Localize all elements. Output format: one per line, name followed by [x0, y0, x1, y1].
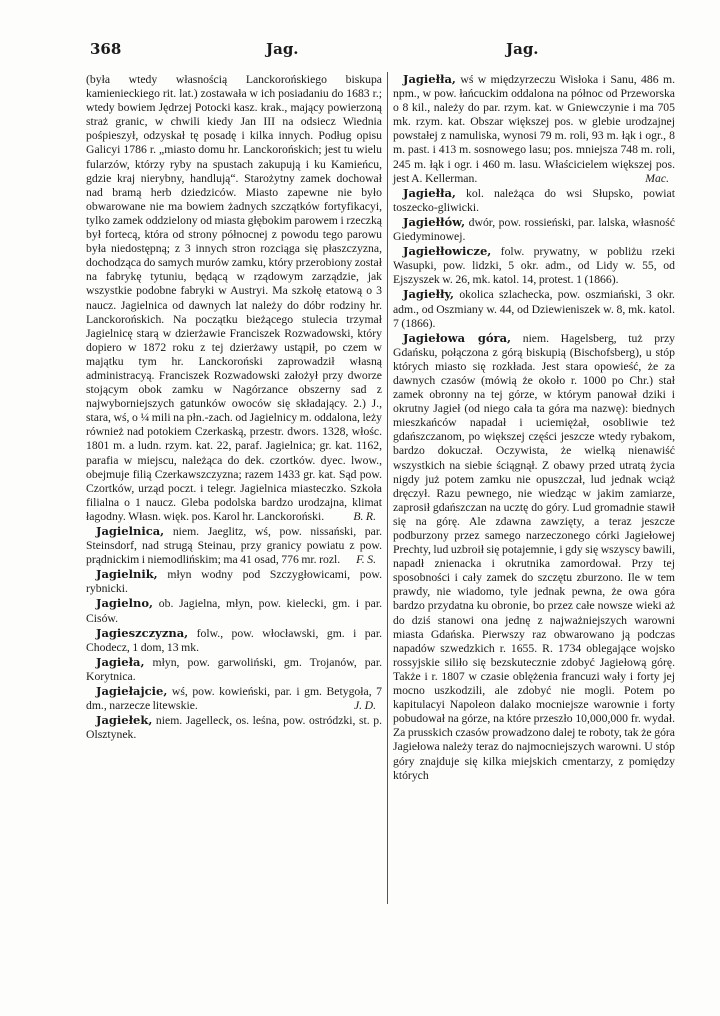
entry-continuation: [86, 72, 382, 524]
entry-jagieszczyzna: [86, 626, 382, 655]
entry-jagiela: [86, 655, 382, 684]
entry-headword: Jagiełły,: [403, 287, 455, 302]
entry-text: niem. Jaeglitz, wś, pow. nissański, par. Steinsdorf, nad strugą Steinau, przy granicy powiatu z pow. prądnickim i niemodlińskim; ma 41 osad, 776 mr. rozl.: [86, 525, 382, 567]
entry-signature: F. S.: [356, 553, 376, 567]
entry-headword: Jagieszczyzna,: [96, 625, 189, 640]
entry-signature: J. D.: [354, 699, 376, 713]
entry-jagielno: [86, 596, 382, 625]
entry-signature: B. R.: [353, 509, 376, 523]
entry-jagiellow: [393, 215, 675, 244]
left-column: [86, 72, 382, 742]
page-header: [88, 40, 668, 64]
running-head-left: Jag.: [266, 40, 299, 58]
running-head-right: Jag.: [506, 40, 539, 58]
entry-headword: Jagielno,: [96, 596, 154, 611]
entry-headword: Jagielnik,: [96, 567, 158, 582]
entry-jagielowa-gora: [393, 331, 675, 783]
entry-jagielnica-2: [86, 524, 382, 567]
entry-headword: Jagiełłów,: [403, 214, 466, 229]
entry-headword: Jagiełła,: [403, 185, 456, 200]
entry-jagielnik: [86, 567, 382, 596]
entry-text: wś, pow. kowieński, par. i gm. Betygoła, 7 dm., narzecze litewskie.: [86, 685, 382, 713]
entry-text: (była wtedy własnością Lanckorońskiego biskupa kamienieckiego rit. lat.) zostawała w ich posiadaniu do 1683 r.; wtedy bowiem Jędrzej Potocki kasz. krak., mający powierzoną straż granic, w chwili kiedy Jan III na odsiecz Wiednia pośpieszył, odzyskał tę posadę i kilka innych. Podług opisu Galicyi 1786 r. „miasto domu hr. Lanckorońskich; jest tu wielu fularzów, którzy ryby na spustach zakupują i ku Kamieńcu, gdzie kraj nierybny, handlują“. Starożytny zamek dochował nad bramą herb dziedziców. Miasto zapewne nie było obwarowane nie ma bowiem żadnych szczątków fortyfikacyi, tylko zamek oddzielony od miasta głębokim parowem i rzeczką był fortecą, która od strony północnej z powodu tego parowu była niedostępną; z 3 innych stron rozciąga się płaszczyzna, dochodząca do samych murów zamku, który przerobiony został na fabrykę tytuniu, będącą w rządowym zarządzie, jak wszystkie podobne fabryki w Austryi. Ma szkołę etatową o 3 naucz. Jagielnica od dawnych lat należy do dóbr rodziny hr. Lanckorońskich. Na początku bieżącego stulecia trzymał Jagielnicę starą w dzierżawie Franciszek Rozwadowski, który dopiero w 1872 roku z tej dzierżawy ustąpił, po czem w majątku tym hr. Lanckoroński zaprowadził własną administracyą. Franciszek Rozwadowski założył przy dworze stojącym obok zamku w Nagórzance obszerny sad z najwyborniejszych gatunków owoców się składający. 2.) J., stara, wś, o ¼ mili na płn.-zach. od Jagielnicy m. oddalona, leży również nad potokiem Czerkaską, przestr. dwors. 1328, włośc. 1801 m. a ludn. rzym. kat. 22, paraf. Jagielnica; gr. kat. 1162, parafia w miejscu, należąca do dek. czortków. dyec. lwow., obejmuje filią Czerkawszczyzna; razem 1433 gr. kat. Sąd pow. Czortków, urząd poczt. i telegr. Jagielnica miasteczko. Szkoła filialna o 1 naucz. Gleba podolska bardzo urodzajna, klimat łagodny. Własn. więk. pos. Karol hr. Lanckoroński.: [86, 73, 382, 523]
entry-text: ob. Jagielna, młyn, pow. kielecki, gm. i par. Cisów.: [86, 597, 382, 625]
entry-headword: Jagiełła,: [403, 72, 456, 86]
entry-text: folw. prywatny, w pobliżu rzeki Wasupki, pow. lidzki, 5 okr. adm., od Lidy w. 55, od Ejszyszek w. 26, mk. katol. 14, protest. 1 (1866).: [393, 245, 675, 287]
entry-headword: Jagiełajcie,: [96, 684, 168, 699]
entry-text: kol. należąca do wsi Słupsko, powiat toszecko-gliwicki.: [393, 186, 675, 214]
entry-text: niem. Jagelleck, os. leśna, pow. ostródzki, st. p. Olsztynek.: [86, 714, 382, 742]
right-column: [393, 72, 675, 783]
entry-jagiellowicze: [393, 244, 675, 287]
entry-jagielek: [86, 713, 382, 742]
entry-jagiella-2: [393, 186, 675, 215]
entry-text: folw., pow. włocławski, gm. i par. Chodecz, 1 dom, 13 mk.: [86, 626, 382, 654]
entry-signature: Mac.: [645, 171, 669, 185]
column-divider: [387, 72, 388, 904]
entry-text: okolica szlachecka, pow. oszmiański, 3 okr. adm., od Oszmiany w. 44, od Dziewieniszek w. 8, mk. katol. 7 (1866).: [393, 288, 675, 330]
entry-headword: Jagiełek,: [96, 713, 153, 728]
entry-headword: Jagielnica,: [96, 524, 165, 538]
entry-jagielly: [393, 287, 675, 330]
entry-jagielajcie: [86, 684, 382, 713]
page-number: 368: [90, 40, 122, 58]
entry-jagiella-1: [393, 72, 675, 186]
entry-headword: Jagieła,: [96, 654, 145, 669]
entry-text: wś w międzyrzeczu Wisłoka i Sanu, 486 m. npm., w pow. łańcuckim oddalona na północ od Przeworska o 8 kil., należy do par. rzym. kat. w Gniewczynie i ma 705 mk. rzym. kat. Obszar większej pos. w glebie urodzajnej powstałej z namuliska, wynosi 79 m. roli, 93 m. łąk i ogr., 8 m. past. i 413 m. sosnowego lasu; pos. mniejsza 748 m. roli, 245 m. łąk i ogr. i 460 m. lasu. Właścicielem większej pos. jest A. Kellerman.: [393, 73, 676, 185]
entry-headword: Jagiełowa góra,: [403, 330, 512, 345]
entry-text: młyn, pow. garwoliński, gm. Trojanów, par. Korytnica.: [86, 655, 382, 683]
entry-text: młyn wodny pod Szczygłowicami, pow. rybnicki.: [86, 568, 382, 596]
entry-text: niem. Hagelsberg, tuż przy Gdańsku, połączona z górą biskupią (Bischofsberg), u stóp których miasto się rozkłada. Jest stara opowieść, że za dawnych czasów (mówią że około r. 1000 po Chr.) stał zamek obronny na tej górze, w którym panował dziki i okrutny Jagieł (od niego cała ta góra ma nazwę): biednych mieszkańców napadał i uciemiężał, osobliwie też gdańszczanom, po większej części jeszcze wtedy rybakom, bardzo dokuczał. Oczywista, że wielką nienawiść wszystkich na siebie ściągnął. Z obawy przed utratą życia nigdy już potem zamku nie opuszczał, lud jednak wciąż dręczył. Razu pewnego, nie wiedząc w jakim zamiarze, zaprosił gdańszczan na ucztę do góry. Lud gromadnie stawił się na górę. Ale zdawna zawzięty, a teraz jeszcze podburzony przez samego narzeczonego córki Jagiełowej Prechty, lud uzbroił się potajemnie, i gdy się wszyscy bawili, napadł znienacka i okrutnika zamordował. Przy tej sposobności i cały zamek do szczętu zburzono. Ile w tem prawdy, nie wiadomo, tyle jednak pewna, że owa góra bardzo przydatna ku obronie, bo przez całe nowsze wieki aż do dziś stanowi ona jednę z najważniejszych warowni miasta Gdańska. Pierwszy raz obwarowano ją podczas napadów szwedzkich r. 1655. R. 1734 oblegające wojsko rossyjskie siliło się bezskutecznie zdobyć Jagiełową górę. Także i r. 1807 w czasie oblężenia francuzi wały i forty jej mocno uszkodzili, ale zdobyć nie mogli. Potem po kapitulacyi Napoleon dalako mocniejsze warownie i forty pobudował na górze, na które przeszło 10,000,000 fr. wydał. Za prusskich czasów prowadzono dalej te roboty, tak że góra Jagiełowa należy teraz do najmocniejszych warowni. U stóp góry znajduje się kilka miejskich cmentarzy, z pomiędzy których: [393, 331, 675, 782]
entry-text: dwór, pow. rossieński, par. lalska, własność Giedyminowej.: [393, 215, 675, 244]
entry-headword: Jagiełłowicze,: [403, 244, 492, 259]
